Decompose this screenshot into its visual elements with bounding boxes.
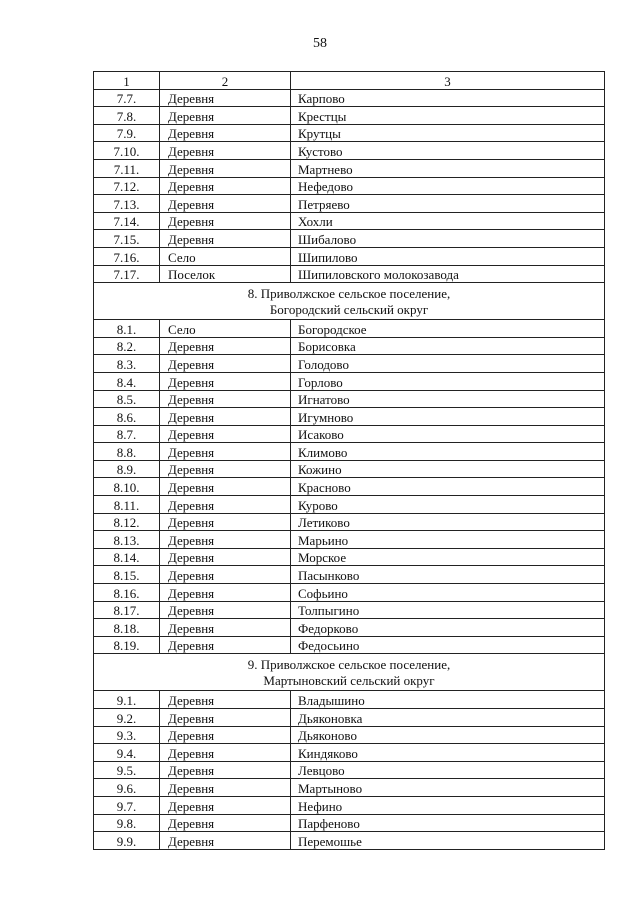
settlements-table-body <box>94 72 605 850</box>
table-row <box>94 195 605 213</box>
row-number-cell: 9.1. <box>94 691 160 709</box>
row-number-cell: 7.16. <box>94 247 160 265</box>
row-number-cell: 9.5. <box>94 761 160 779</box>
row-number-cell: 7.13. <box>94 195 160 213</box>
row-number-cell: 8.9. <box>94 460 160 478</box>
row-number-cell: 8.12. <box>94 513 160 531</box>
row-name-cell: Игнатово <box>291 390 605 408</box>
table-row <box>94 478 605 496</box>
row-number-cell: 7.14. <box>94 212 160 230</box>
row-name-cell: Толпыгино <box>291 601 605 619</box>
row-name-cell: Игумново <box>291 408 605 426</box>
row-number-cell: 8.13. <box>94 531 160 549</box>
row-name-cell: Нефино <box>291 796 605 814</box>
row-name-cell: Крестцы <box>291 107 605 125</box>
table-header-row <box>94 72 605 90</box>
section-title-line: 9. Приволжское сельское поселение, <box>247 657 451 673</box>
row-name-cell: Марьино <box>291 531 605 549</box>
table-row <box>94 548 605 566</box>
row-number-cell: 7.17. <box>94 265 160 283</box>
row-name-cell: Нефедово <box>291 177 605 195</box>
table-row <box>94 779 605 797</box>
row-type-cell: Деревня <box>160 230 291 248</box>
row-name-cell: Богородское <box>291 320 605 338</box>
row-type-cell: Деревня <box>160 531 291 549</box>
row-number-cell: 7.9. <box>94 124 160 142</box>
row-number-cell: 8.8. <box>94 443 160 461</box>
settlements-table <box>93 71 605 850</box>
table-row <box>94 460 605 478</box>
table-row <box>94 320 605 338</box>
row-number-cell: 8.10. <box>94 478 160 496</box>
row-number-cell: 8.19. <box>94 636 160 654</box>
row-name-cell: Карпово <box>291 89 605 107</box>
table-row <box>94 408 605 426</box>
table-row <box>94 709 605 727</box>
row-number-cell: 8.7. <box>94 425 160 443</box>
row-type-cell: Деревня <box>160 425 291 443</box>
row-type-cell: Деревня <box>160 390 291 408</box>
table-row <box>94 814 605 832</box>
table-row <box>94 124 605 142</box>
row-type-cell: Поселок <box>160 265 291 283</box>
row-number-cell: 7.12. <box>94 177 160 195</box>
row-type-cell: Деревня <box>160 814 291 832</box>
row-type-cell: Деревня <box>160 337 291 355</box>
row-type-cell: Деревня <box>160 779 291 797</box>
table-row <box>94 265 605 283</box>
row-number-cell: 9.3. <box>94 726 160 744</box>
row-type-cell: Деревня <box>160 443 291 461</box>
row-number-cell: 8.17. <box>94 601 160 619</box>
row-number-cell: 9.4. <box>94 744 160 762</box>
row-number-cell: 7.10. <box>94 142 160 160</box>
header-cell-type: 2 <box>160 72 291 90</box>
table-row <box>94 89 605 107</box>
row-type-cell: Деревня <box>160 709 291 727</box>
row-type-cell: Деревня <box>160 159 291 177</box>
row-number-cell: 7.8. <box>94 107 160 125</box>
row-type-cell: Деревня <box>160 761 291 779</box>
header-cell-number: 1 <box>94 72 160 90</box>
row-type-cell: Деревня <box>160 89 291 107</box>
table-row <box>94 390 605 408</box>
row-type-cell: Деревня <box>160 744 291 762</box>
row-number-cell: 8.6. <box>94 408 160 426</box>
row-name-cell: Дьяконовка <box>291 709 605 727</box>
table-row <box>94 726 605 744</box>
row-name-cell: Шипилово <box>291 247 605 265</box>
section-title-line: 8. Приволжское сельское поселение, <box>247 286 451 302</box>
row-type-cell: Деревня <box>160 212 291 230</box>
row-number-cell: 8.18. <box>94 619 160 637</box>
row-name-cell: Левцово <box>291 761 605 779</box>
table-row <box>94 212 605 230</box>
row-name-cell: Мартыново <box>291 779 605 797</box>
section-header-row <box>94 283 605 320</box>
row-name-cell: Горлово <box>291 372 605 390</box>
table-row <box>94 142 605 160</box>
row-number-cell: 9.9. <box>94 832 160 850</box>
row-type-cell: Деревня <box>160 496 291 514</box>
table-row <box>94 601 605 619</box>
row-type-cell: Село <box>160 247 291 265</box>
table-row <box>94 584 605 602</box>
row-type-cell: Деревня <box>160 124 291 142</box>
row-number-cell: 9.6. <box>94 779 160 797</box>
row-name-cell: Федорково <box>291 619 605 637</box>
table-row <box>94 513 605 531</box>
row-number-cell: 9.7. <box>94 796 160 814</box>
row-name-cell: Петряево <box>291 195 605 213</box>
row-type-cell: Деревня <box>160 636 291 654</box>
row-number-cell: 8.11. <box>94 496 160 514</box>
table-row <box>94 372 605 390</box>
section-header-row <box>94 654 605 691</box>
row-name-cell: Красново <box>291 478 605 496</box>
row-number-cell: 9.8. <box>94 814 160 832</box>
row-number-cell: 8.4. <box>94 372 160 390</box>
row-number-cell: 8.5. <box>94 390 160 408</box>
row-name-cell: Крутцы <box>291 124 605 142</box>
row-name-cell: Федосьино <box>291 636 605 654</box>
row-type-cell: Село <box>160 320 291 338</box>
table-row <box>94 247 605 265</box>
row-number-cell: 8.16. <box>94 584 160 602</box>
row-name-cell: Кожино <box>291 460 605 478</box>
row-name-cell: Перемошье <box>291 832 605 850</box>
table-row <box>94 425 605 443</box>
table-row <box>94 107 605 125</box>
row-number-cell: 8.1. <box>94 320 160 338</box>
row-name-cell: Пасынково <box>291 566 605 584</box>
row-name-cell: Борисовка <box>291 337 605 355</box>
row-type-cell: Деревня <box>160 460 291 478</box>
section-title-line: Богородский сельский округ <box>269 302 429 318</box>
table-row <box>94 531 605 549</box>
row-type-cell: Деревня <box>160 513 291 531</box>
row-name-cell: Летиково <box>291 513 605 531</box>
row-name-cell: Мартнево <box>291 159 605 177</box>
row-name-cell: Хохли <box>291 212 605 230</box>
table-row <box>94 177 605 195</box>
row-type-cell: Деревня <box>160 726 291 744</box>
row-number-cell: 8.3. <box>94 355 160 373</box>
section-title-line: Мартыновский сельский округ <box>263 673 435 689</box>
row-number-cell: 8.14. <box>94 548 160 566</box>
table-row <box>94 443 605 461</box>
row-type-cell: Деревня <box>160 177 291 195</box>
row-type-cell: Деревня <box>160 372 291 390</box>
row-name-cell: Дьяконово <box>291 726 605 744</box>
row-type-cell: Деревня <box>160 355 291 373</box>
table-row <box>94 761 605 779</box>
header-cell-name: 3 <box>291 72 605 90</box>
row-type-cell: Деревня <box>160 566 291 584</box>
row-type-cell: Деревня <box>160 142 291 160</box>
row-name-cell: Морское <box>291 548 605 566</box>
table-row <box>94 619 605 637</box>
table-row <box>94 159 605 177</box>
row-name-cell: Софьино <box>291 584 605 602</box>
row-name-cell: Голодово <box>291 355 605 373</box>
row-type-cell: Деревня <box>160 584 291 602</box>
row-name-cell: Курово <box>291 496 605 514</box>
table-row <box>94 496 605 514</box>
row-type-cell: Деревня <box>160 619 291 637</box>
row-number-cell: 7.15. <box>94 230 160 248</box>
table-row <box>94 744 605 762</box>
row-name-cell: Парфеново <box>291 814 605 832</box>
table-row <box>94 691 605 709</box>
row-type-cell: Деревня <box>160 408 291 426</box>
table-row <box>94 355 605 373</box>
row-type-cell: Деревня <box>160 691 291 709</box>
row-name-cell: Кустово <box>291 142 605 160</box>
row-type-cell: Деревня <box>160 548 291 566</box>
row-type-cell: Деревня <box>160 195 291 213</box>
row-name-cell: Шипиловского молокозавода <box>291 265 605 283</box>
row-name-cell: Владышино <box>291 691 605 709</box>
table-row <box>94 230 605 248</box>
table-row <box>94 832 605 850</box>
section-title <box>94 654 605 691</box>
table-row <box>94 636 605 654</box>
row-type-cell: Деревня <box>160 832 291 850</box>
table-row <box>94 566 605 584</box>
table-row <box>94 796 605 814</box>
row-number-cell: 9.2. <box>94 709 160 727</box>
row-number-cell: 8.15. <box>94 566 160 584</box>
row-number-cell: 8.2. <box>94 337 160 355</box>
row-number-cell: 7.11. <box>94 159 160 177</box>
row-type-cell: Деревня <box>160 601 291 619</box>
table-row <box>94 337 605 355</box>
page-number: 58 <box>313 36 327 51</box>
row-number-cell: 7.7. <box>94 89 160 107</box>
row-type-cell: Деревня <box>160 478 291 496</box>
row-type-cell: Деревня <box>160 796 291 814</box>
row-name-cell: Шибалово <box>291 230 605 248</box>
row-name-cell: Исаково <box>291 425 605 443</box>
row-type-cell: Деревня <box>160 107 291 125</box>
row-name-cell: Киндяково <box>291 744 605 762</box>
row-name-cell: Климово <box>291 443 605 461</box>
section-title <box>94 283 605 320</box>
